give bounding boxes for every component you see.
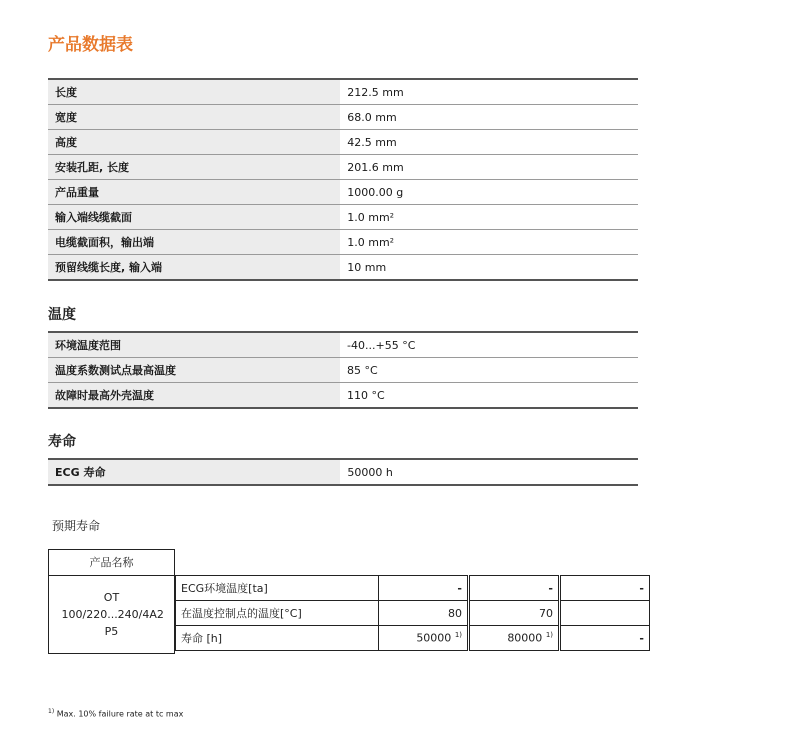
product-name-header: 产品名称 <box>48 549 175 576</box>
row-value: 1000.00 g <box>340 180 638 205</box>
row-value: 1.0 mm² <box>340 205 638 230</box>
product-name: OT 100/220...240/4A2 P5 <box>61 591 164 638</box>
table-row <box>48 79 638 105</box>
page-title: 产品数据表 <box>48 35 133 55</box>
row-label: 寿命 [h] <box>176 626 379 651</box>
table-row <box>48 332 638 358</box>
product-name-cell <box>48 575 175 654</box>
row-value: 50000 h <box>340 459 638 485</box>
temperature-heading: 温度 <box>48 307 76 323</box>
row-label: 在温度控制点的温度[°C] <box>176 601 379 626</box>
table-row <box>48 459 638 485</box>
table-row <box>176 601 650 626</box>
cell-value: - <box>639 631 644 645</box>
table-row <box>176 626 650 651</box>
footnote-marker: 1) <box>48 708 55 715</box>
expected-life-table <box>175 575 650 651</box>
table-row <box>48 255 638 281</box>
row-label: 产品重量 <box>48 180 340 205</box>
table-row <box>48 383 638 409</box>
value-cell <box>470 626 559 651</box>
expected-life-heading: 预期寿命 <box>52 519 101 533</box>
lifetime-table <box>48 458 638 486</box>
row-label: 电缆截面积，输出端 <box>48 230 340 255</box>
row-value: 85 °C <box>340 358 638 383</box>
row-value: 1.0 mm² <box>340 230 638 255</box>
footnote-ref: 1) <box>454 631 462 640</box>
row-label: 安装孔距, 长度 <box>48 155 340 180</box>
footnote-text: Max. 10% failure rate at tc max <box>56 709 184 719</box>
row-label: ECG 寿命 <box>48 459 340 485</box>
row-label: ECG环境温度[ta] <box>176 576 379 601</box>
dimensions-table <box>48 78 638 281</box>
table-row <box>48 180 638 205</box>
table-row <box>48 155 638 180</box>
value-cell <box>470 601 559 626</box>
row-label: 输入端线缆截面 <box>48 205 340 230</box>
value-cell <box>379 601 468 626</box>
value-cell <box>561 576 650 601</box>
value-cell <box>561 601 650 626</box>
value-cell <box>379 576 468 601</box>
table-row <box>176 576 650 601</box>
row-value: 201.6 mm <box>340 155 638 180</box>
row-label: 宽度 <box>48 105 340 130</box>
row-value: 42.5 mm <box>340 130 638 155</box>
row-label: 温度系数测试点最高温度 <box>48 358 340 383</box>
table-row <box>48 130 638 155</box>
table-row <box>48 105 638 130</box>
table-row <box>48 205 638 230</box>
value-cell <box>470 576 559 601</box>
footnote-ref: 1) <box>545 631 553 640</box>
cell-value: 80 <box>448 606 462 620</box>
value-cell <box>561 626 650 651</box>
row-value: -40...+55 °C <box>340 332 638 358</box>
row-label: 高度 <box>48 130 340 155</box>
footnote <box>48 708 183 719</box>
row-value: 10 mm <box>340 255 638 281</box>
cell-value: - <box>639 581 644 595</box>
row-value: 68.0 mm <box>340 105 638 130</box>
cell-value: 70 <box>539 606 553 620</box>
row-label: 环境温度范围 <box>48 332 340 358</box>
cell-value: - <box>457 581 462 595</box>
cell-value: - <box>548 581 553 595</box>
row-label: 预留线缆长度, 输入端 <box>48 255 340 281</box>
row-label: 长度 <box>48 79 340 105</box>
table-row <box>48 358 638 383</box>
cell-value: 50000 <box>416 631 452 645</box>
table-row <box>48 230 638 255</box>
lifetime-heading: 寿命 <box>48 434 76 450</box>
cell-value: 80000 <box>507 631 543 645</box>
value-cell <box>379 626 468 651</box>
row-value: 212.5 mm <box>340 79 638 105</box>
row-value: 110 °C <box>340 383 638 409</box>
temperature-table <box>48 331 638 409</box>
row-label: 故障时最高外壳温度 <box>48 383 340 409</box>
